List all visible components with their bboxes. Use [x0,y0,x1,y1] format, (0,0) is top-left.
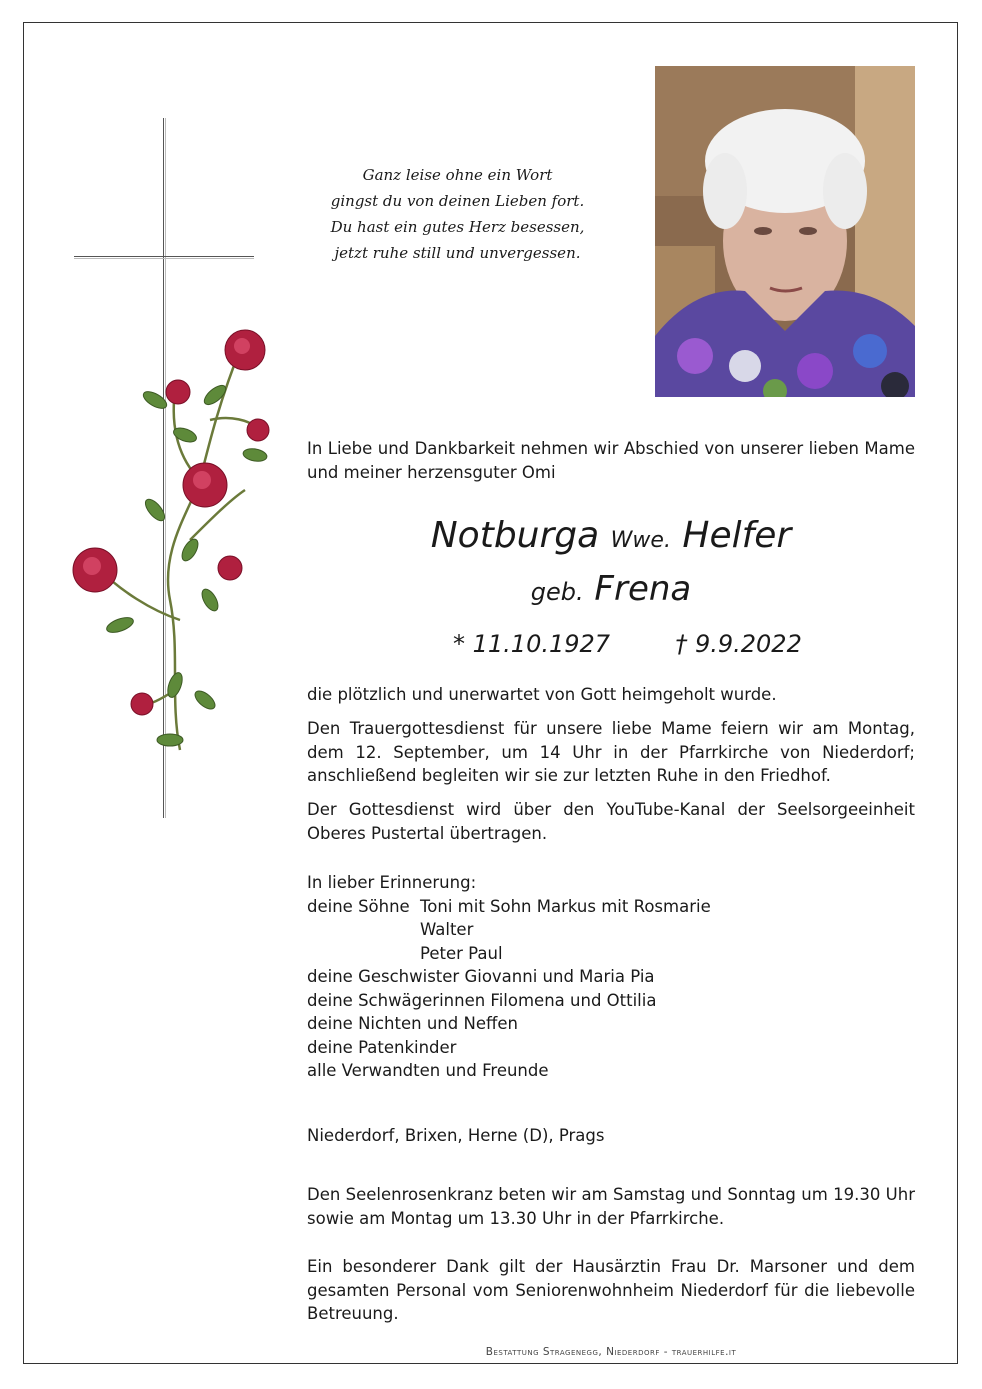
roses-illustration [60,320,280,770]
poem-line: jetzt ruhe still und unvergessen. [334,244,581,262]
poem-line: Du hast ein gutes Herz besessen, [330,218,585,236]
paragraph-funeral-service: Den Trauergottesdienst für unsere liebe Mame feiern wir am Montag, dem 12. September, um 14 Uhr in der Pfarrkirche von Niederdorf; anschließend begleiten wir sie zur letzten Ruhe in den Friedhof. [307,719,915,785]
sons-label: deine Söhne [307,896,410,916]
birth-date: * 11.10.1927 [453,630,611,658]
first-name: Notburga [430,515,600,556]
paragraph-thanks: Ein besonderer Dank gilt der Hausärztin Frau Dr. Marsoner und dem gesamten Personal vom Seniorenwohnheim Niederdorf für die liebevolle Betreuung. [307,1257,915,1323]
son-name: Toni mit Sohn Markus mit Rosmarie [420,896,711,916]
mourners-list [307,871,915,1083]
poem-line: gingst du von deinen Lieben fort. [330,192,585,210]
paragraph-called-home: die plötzlich und unerwartet von Gott heimgeholt wurde. [307,685,777,704]
funeral-home-footer: Bestattung Stragenegg, Niederdorf - trauerhilfe.it [485,1346,737,1358]
poem-line: Ganz leise ohne ein Wort [362,166,553,184]
list-item: alle Verwandten und Freunde [307,1061,549,1080]
places-line: Niederdorf, Brixen, Herne (D), Prags [307,1126,605,1145]
list-item: deine Patenkinder [307,1037,457,1057]
son-name: Peter Paul [420,943,503,963]
memorial-poem [320,162,595,266]
mourners-heading: In lieber Erinnerung: [307,873,477,892]
list-item [307,895,915,919]
list-item: deine Schwägerinnen Filomena und Ottilia [307,990,657,1010]
last-name: Helfer [682,515,792,556]
maiden-name: Frena [594,569,692,609]
life-dates [453,630,802,658]
cross-horizontal-beam [74,256,254,259]
intro-text: In Liebe und Dankbarkeit nehmen wir Abschied von unserer lieben Mame und meiner herzensguter Omi [307,439,915,482]
portrait-photo [655,66,915,397]
widow-title: Wwe. [610,528,671,553]
paragraph-rosary: Den Seelenrosenkranz beten wir am Samstag und Sonntag um 19.30 Uhr sowie am Montag um 13.30 Uhr in der Pfarrkirche. [307,1185,915,1228]
list-item: deine Geschwister Giovanni und Maria Pia [307,967,655,986]
deceased-name [307,512,915,565]
list-item: deine Nichten und Neffen [307,1014,518,1033]
born-prefix: geb. [530,578,584,606]
maiden-name-line [307,565,915,616]
son-name: Walter [420,920,474,939]
paragraph-youtube-broadcast: Der Gottesdienst wird über den YouTube-Kanal der Seelsorgeeinheit Oberes Pustertal übertragen. [307,800,915,843]
death-date: † 9.9.2022 [675,630,802,658]
